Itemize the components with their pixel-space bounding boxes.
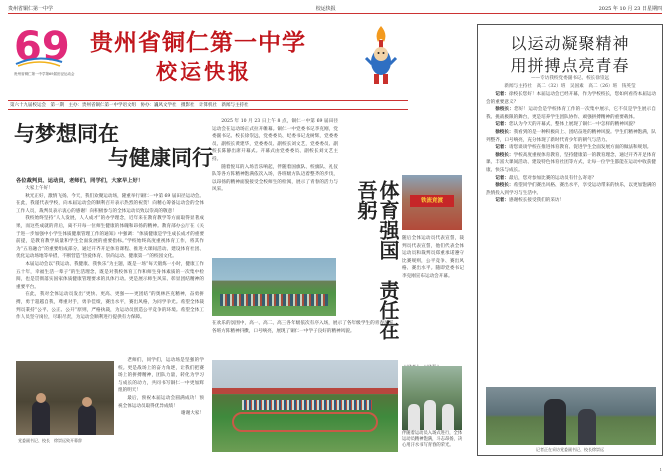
page-number: 1 bbox=[659, 467, 662, 472]
qa-item bbox=[486, 152, 656, 175]
qa-text: 请您谈谈学校在推进体育教育、促进学生全面发展方面的做法和规划。 bbox=[508, 145, 652, 151]
speech-paragraph: 最后，预祝本届运动会圆满成功！预祝全体运动员取得优异成绩！ bbox=[118, 395, 204, 409]
headline-line2: 与健康同行 bbox=[108, 145, 213, 170]
qa-text: 学校高度重视体育教育，坚持健康第一的教育理念，通过开齐开足体育课、丰富大课间活动、建设特色体育社团等方式，让每一位学生都能在运动中收获健康、快乐与成长。 bbox=[486, 152, 656, 173]
speech-paragraph: 老师们，同学们，运动场是坚强的学校。更是战场上的奋力角逐，让我们把赛场上的拼搏精神，团队力量，转化为学习与成长的动力，共同书写铜仁一中更加辉煌的明天！ bbox=[118, 358, 204, 394]
running-track bbox=[232, 412, 378, 432]
parade-report: 在欢乐的氛围中，高一、高二、高三各年级依次有序入场，展示了各年级学生的青春风采。各班方阵精神抖擞，口号响亮，展现了铜仁一中学子良好的精神风貌。 bbox=[212, 321, 398, 334]
logo-caption: 贵州省铜仁第一中学第69届田径运动会 bbox=[14, 72, 75, 76]
issue-info-bar: 第六十九届校运会 第一期 主办：贵州省铜仁第一中学语文组 协办：巍风文学社 摄影社 计算机社 新闻与主持社 bbox=[8, 100, 408, 110]
photo-figure bbox=[78, 405, 96, 435]
qa-item bbox=[486, 121, 656, 129]
qa-item bbox=[486, 144, 656, 152]
interview-photo bbox=[486, 387, 656, 445]
qa-text: 您好！运动会是学校体育工作的一次集中展示，它不仅是学生展示自我、挑战极限的舞台，更是培养学生团队协作、顽强拼搏精神的重要载体。 bbox=[486, 107, 656, 120]
vertical-headline: 体育强国 责任在吾躬 bbox=[354, 180, 400, 340]
red-banner-photo bbox=[402, 175, 462, 230]
qa-text: 徐校长您好！本届运动会已经开幕，作为学校校长，您如何看待本届运动会的重要意义？ bbox=[486, 92, 656, 105]
interview-title-line2: 用拼搏点亮青春 bbox=[510, 56, 630, 75]
qa-speaker: 记者： bbox=[495, 198, 509, 204]
principal-figure bbox=[544, 399, 566, 445]
qa-text: 希望同学们赛出风格、赛出水平，享受运动带来的快乐，以更加饱满的热情投入到学习与生活中。 bbox=[486, 183, 656, 196]
interview-title-line1: 以运动凝聚精神 bbox=[510, 34, 630, 53]
photo-figure-head bbox=[36, 393, 46, 403]
qa-speaker: 记者： bbox=[495, 145, 509, 151]
grandstand-roof bbox=[212, 388, 398, 394]
header-left: 贵州省铜仁第一中学 bbox=[8, 5, 54, 12]
qa-speaker: 徐校长： bbox=[495, 183, 514, 189]
qa-item bbox=[486, 106, 656, 121]
interview-box bbox=[477, 24, 663, 456]
athletes-report: 伴随着运动员入场式进行，全体运动员精神饱满，斗志昂扬，决心用汗水书写青春的荣光。 bbox=[402, 431, 463, 448]
qa-text: 您认为今天的开幕式，整体上展现了铜仁一中怎样的精神风貌？ bbox=[508, 122, 638, 128]
athlete-figure bbox=[442, 404, 454, 430]
speech-body-continued bbox=[118, 357, 204, 450]
school-name: 贵州省铜仁第一中学 bbox=[90, 29, 306, 56]
oath-report: 随后全体运动员代表宣誓，裁判员代表宣誓，他们代表全体运动员和裁判员郑重承诺遵守比赛规则，公平竞争、赛出风格、赛出水平。随即党委书记李克刚宣布运动会开幕。 bbox=[402, 236, 464, 279]
qa-text: 感谢校长接受我们的采访！ bbox=[508, 198, 565, 204]
speech-paragraph: 我校始终坚持“人人发展，人人成才”的办学理念，近年来在教育教学等方面取得显著成果，而这些成就的背后，离不开每一位师生健康的体魄和昂扬的精神。教育部办公厅在《关于进一步加强中小学生体质健康管理工作的通知》中强调：“体质健康是学生成长成才的重要前提，是教育教学质量和学生全面发展的重要指标。”学校始终高度重视体育工作，将其作为“五育融合”的重要组成部分，通过开齐开足体育课程、推进大课间活动、建设体育社团、优化运动场地等举措，不断营造“热爱体育、崇尚运动、健康第一”的校园文化。 bbox=[16, 216, 204, 260]
banner-text: 铁流竞渡 bbox=[410, 195, 454, 207]
qa-speaker: 徐校长： bbox=[495, 107, 515, 113]
interview-byline: 新闻与主持社 高二（32）班 吴国素 高二（26）班 钱英莹 bbox=[504, 84, 636, 89]
photo-caption: 记者正在采访党委副书记、校长徐崇远 bbox=[536, 447, 604, 452]
masthead bbox=[8, 16, 408, 98]
newspaper-name: 校运快报 bbox=[156, 59, 252, 84]
qa-item bbox=[486, 197, 656, 205]
athletes-photo bbox=[402, 366, 462, 430]
athlete-figure bbox=[424, 400, 436, 430]
speech-paragraph: 在此，我对全体运动员发出“更快、更高、更强——更团结”的奥林匹克精神，奋勇拼搏，勇于超越自我，尊重对手，勇争佳绩，赛出水平，赛出风格，为同学争光。希望全体裁判员秉持“公平、公正、公开”原则，严格执裁，为运动员创造公平竞争的环境。希望全体工作人员坚守岗位，尽职尽责，为运动会顺利进行提供有力保障。 bbox=[16, 292, 204, 321]
headline-line1: 与梦想同在 bbox=[14, 121, 119, 146]
athlete-figure bbox=[408, 404, 420, 430]
qa-speaker: 记者： bbox=[495, 175, 509, 181]
photo-caption: 党委副书记、校长 徐崇远致开幕辞 bbox=[18, 438, 82, 443]
report-paragraph: 2025 年 10 月 23 日上午 8 点，铜仁一中第 69 届田径运动会在运动场正式拉开帷幕。铜仁一中党委书记李克刚，党委副书记、校长徐崇远，党委委员、纪委书记龙树辉，党委委员、副校长黄建华，党委委员、副校长刘文艺，党委委员、副校长陈静出席开幕式。开幕式由党委委员、副校长刘文艺主持。 bbox=[212, 119, 338, 162]
qa-speaker: 徐校长： bbox=[495, 129, 514, 135]
qa-item bbox=[486, 129, 656, 144]
header-right: 2025 年 10 月 23 日星期四 bbox=[598, 5, 662, 12]
header-center: 校运快报 bbox=[315, 5, 336, 12]
speech-paragraph: 秋光正好，激情飞扬。今天，我们欢聚运动场，隆重举行铜仁一中第 69 届田径运动会。在此，我谨代表学校，向本届运动会的顺利召开表示热烈的祝贺！向精心筹备运动会的全体工作人员，裁判员表示衷心的感谢！向积极参与的全体运动员致以崇高的敬意！ bbox=[16, 193, 204, 214]
qa-item bbox=[486, 182, 656, 197]
qa-text: 最后，您对参加比赛的运动员有什么寄语？ bbox=[508, 175, 597, 181]
mascot-torch-icon bbox=[364, 24, 398, 86]
running-header bbox=[8, 3, 662, 14]
speech-paragraph: 大家上午好！ bbox=[25, 186, 53, 191]
logo-number: 69 bbox=[14, 24, 70, 70]
qa-item bbox=[486, 175, 656, 183]
interview-subtitle: ——专访我校党委副书记、校长徐崇远 bbox=[530, 76, 610, 81]
photo-figure bbox=[32, 401, 50, 435]
parade-crowd bbox=[220, 294, 328, 306]
qa-speaker: 记者： bbox=[495, 122, 509, 128]
speech-greeting: 各位裁判员、运动员，老师们，同学们，大家早上好！ bbox=[16, 178, 144, 184]
interview-body bbox=[486, 91, 656, 383]
speech-paragraph: 本届运动会以“我运动、我健康、我快乐”为主题，既是一场“每天锻炼一小时，健康工作五十年，幸福生活一辈子”的生活理念，既是对我校体育工作和师生身体素质的一次集中检阅，也是贯彻落实国家体质健康管理要求的具体行动。更是展示师生风采、彰显团结精神的重要平台。 bbox=[16, 261, 204, 290]
speech-body bbox=[16, 185, 204, 355]
qa-speaker: 徐校长： bbox=[495, 152, 514, 158]
photo-figure-head bbox=[82, 397, 92, 407]
stadium-crowd bbox=[242, 400, 372, 410]
qa-item bbox=[486, 91, 656, 106]
stadium-photo bbox=[212, 360, 398, 452]
principal-speech-photo bbox=[16, 361, 114, 435]
report-paragraph: 随着悦耳的入场音乐响起，伴随着国旗队、校旗队、礼仪队等各方阵精神饱满依次入场，各班级方队迈着整齐的步伐，以昂扬的精神面貌接受全校师生的检阅，展示了青春的活力与风采。 bbox=[212, 164, 338, 193]
qa-speaker: 记者： bbox=[495, 92, 509, 97]
qa-text: 我看到的是一种积极向上、团结奋进的精神风貌。学生们精神饱满，队列整齐，口号响亮，充分体现了新时代青少年的朝气与活力。 bbox=[486, 129, 656, 143]
reporter-figure bbox=[578, 409, 596, 445]
anniversary-69-logo bbox=[12, 20, 70, 70]
speech-closing: 谢谢大家！ bbox=[181, 411, 204, 417]
field-parade-photo bbox=[212, 258, 336, 316]
